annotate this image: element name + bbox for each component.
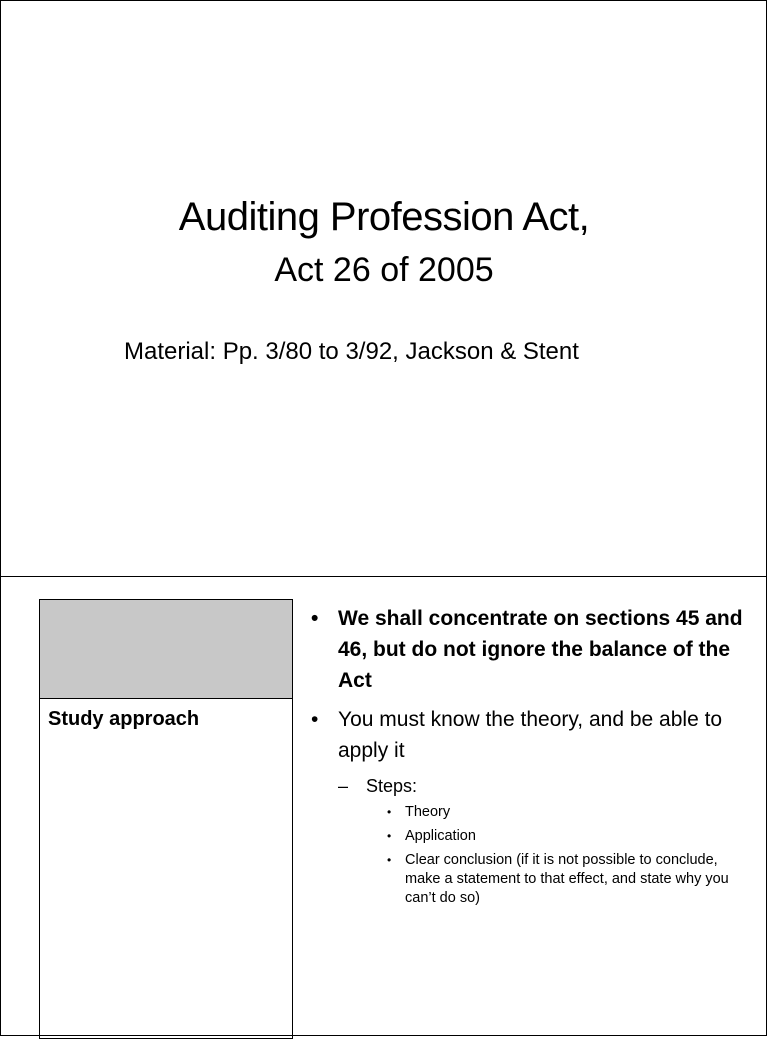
slide-study-approach — [0, 576, 767, 1036]
slide-title-line-1: Auditing Profession Act, — [178, 195, 590, 239]
bullet-icon: • — [387, 829, 392, 843]
material-reference: Material: Pp. 3/80 to 3/92, Jackson & Stent — [124, 338, 579, 365]
step-text: Theory — [405, 804, 451, 820]
bullet-icon: • — [387, 853, 392, 867]
notes-box — [39, 599, 293, 1039]
bullet-icon: • — [387, 805, 392, 819]
step-text: Application — [405, 828, 476, 844]
sub-bullet-text: Steps: — [366, 776, 418, 796]
bullet-text: We shall concentrate on sections 45 and 46, but do not ignore the balance of the Act — [338, 607, 743, 692]
notes-box-label: Study approach — [48, 708, 200, 730]
bullet-list — [309, 603, 749, 908]
bullet-icon: • — [311, 708, 319, 731]
step-item — [309, 851, 749, 908]
step-item — [309, 827, 749, 846]
dash-icon: – — [338, 776, 349, 796]
bullet-text: You must know the theory, and be able to apply it — [338, 708, 723, 762]
sub-bullet-item — [309, 774, 749, 798]
notes-box-header — [40, 600, 292, 699]
bullet-item — [309, 603, 749, 696]
bullet-icon: • — [311, 607, 319, 630]
slide-title-line-2: Act 26 of 2005 — [274, 251, 494, 289]
step-item — [309, 803, 749, 822]
bullet-item — [309, 704, 749, 766]
step-text: Clear conclusion (if it is not possible to conclude, make a statement to that effect, and state why you can’t do so) — [405, 852, 729, 906]
